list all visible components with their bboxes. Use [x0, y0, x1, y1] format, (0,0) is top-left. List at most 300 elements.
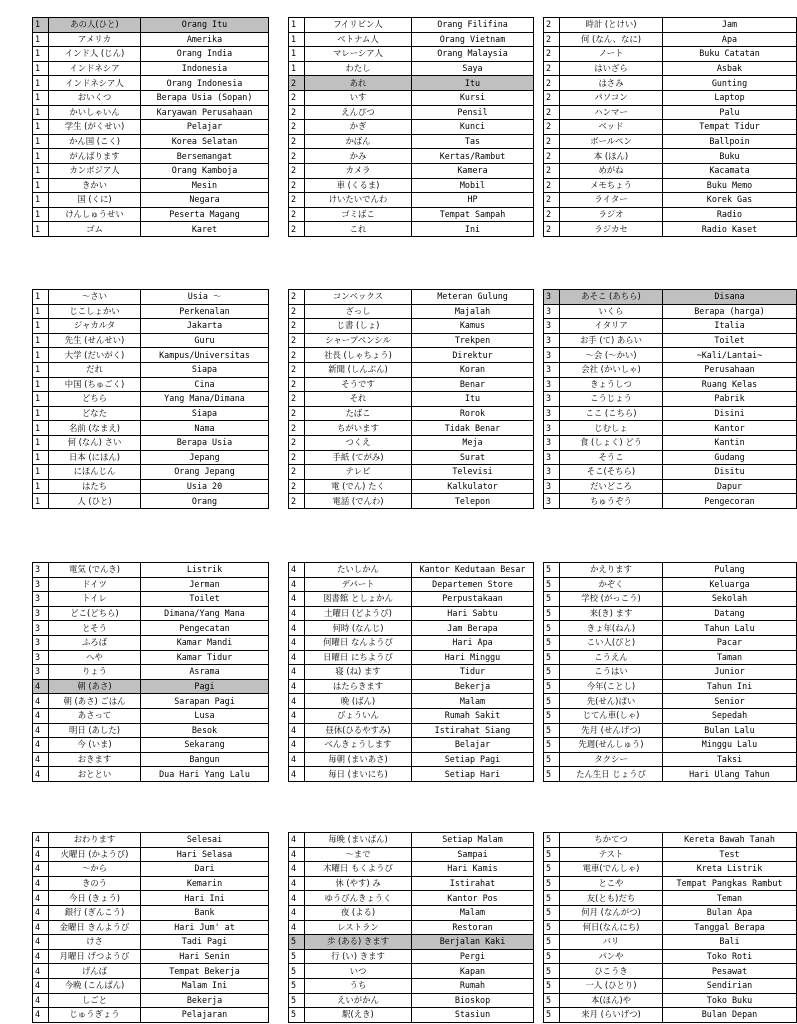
translation-cell: Telepon [412, 494, 534, 509]
lesson-number-cell: 5 [544, 563, 560, 578]
translation-cell: Tadi Pagi [141, 935, 269, 950]
japanese-term-cell: 今晩 (こんばん) [49, 978, 141, 993]
table-row [33, 592, 269, 607]
japanese-term-cell: はたらきます [305, 679, 412, 694]
table-row [33, 362, 269, 377]
table-row [544, 752, 797, 767]
translation-cell: Mobil [412, 178, 534, 193]
table-row [544, 862, 797, 877]
lesson-number-cell: 5 [544, 708, 560, 723]
translation-cell: Pensil [412, 105, 534, 120]
japanese-term-cell: はさみ [560, 76, 663, 91]
table-row [289, 993, 534, 1008]
japanese-term-cell: カメラ [305, 163, 412, 178]
table-row [544, 406, 797, 421]
table-row-highlighted [33, 18, 269, 33]
japanese-term-cell: 何 (なん) さい [49, 435, 141, 450]
table-row [289, 891, 534, 906]
table-row [33, 752, 269, 767]
translation-cell: Karyawan Perusahaan [141, 105, 269, 120]
japanese-term-cell: 金曜日 きんようび [49, 920, 141, 935]
japanese-term-cell: アメリカ [49, 32, 141, 47]
japanese-term-cell: かみ [305, 149, 412, 164]
japanese-term-cell: 中国 (ちゅごく) [49, 377, 141, 392]
translation-cell: Kantor Kedutaan Besar [412, 563, 534, 578]
translation-cell: Buku Catatan [663, 47, 797, 62]
translation-cell: Hari Apa [412, 635, 534, 650]
japanese-term-cell: たいしかん [305, 563, 412, 578]
lesson-number-cell: 5 [544, 767, 560, 782]
table-row [289, 833, 534, 848]
table-row [33, 421, 269, 436]
japanese-term-cell: 人 (ひと) [49, 494, 141, 509]
translation-cell: Sepedah [663, 708, 797, 723]
translation-cell: Berapa Usia (Sopan) [141, 90, 269, 105]
translation-cell: Jakarta [141, 319, 269, 334]
lesson-number-cell: 3 [33, 606, 49, 621]
japanese-term-cell: あさって [49, 708, 141, 723]
japanese-term-cell: ベトナム人 [305, 32, 412, 47]
translation-cell: Ruang Kelas [663, 377, 797, 392]
lesson-number-cell: 4 [289, 905, 305, 920]
translation-cell: Tahun Lalu [663, 621, 797, 636]
translation-cell: ~Kali/Lantai~ [663, 348, 797, 363]
japanese-term-cell: 明日 (あした) [49, 723, 141, 738]
table-row [33, 935, 269, 950]
translation-cell: Kursi [412, 90, 534, 105]
lesson-number-cell: 1 [33, 149, 49, 164]
translation-cell: Datang [663, 606, 797, 621]
lesson-number-cell: 4 [33, 679, 49, 694]
table-row [33, 833, 269, 848]
table-row [289, 964, 534, 979]
translation-cell: Korek Gas [663, 193, 797, 208]
translation-cell: Bulan Lalu [663, 723, 797, 738]
translation-cell: Bank [141, 905, 269, 920]
lesson-number-cell: 5 [289, 993, 305, 1008]
lesson-number-cell: 2 [544, 193, 560, 208]
japanese-term-cell: そうです [305, 377, 412, 392]
lesson-number-cell: 4 [289, 635, 305, 650]
vocab-table [288, 562, 534, 782]
japanese-term-cell: わたし [305, 61, 412, 76]
translation-cell: Pabrik [663, 392, 797, 407]
table-row [544, 949, 797, 964]
translation-cell: Jam [663, 18, 797, 33]
lesson-number-cell: 3 [544, 465, 560, 480]
lesson-number-cell: 5 [289, 978, 305, 993]
translation-cell: Belajar [412, 738, 534, 753]
translation-cell: Radio Kaset [663, 222, 797, 237]
japanese-term-cell: いくら [560, 304, 663, 319]
japanese-term-cell: そこ(そちら) [560, 465, 663, 480]
japanese-term-cell: 何日(なんにち) [560, 920, 663, 935]
japanese-term-cell: りょう [49, 665, 141, 680]
lesson-number-cell: 2 [544, 32, 560, 47]
japanese-term-cell: つくえ [305, 435, 412, 450]
translation-cell: Trekpen [412, 333, 534, 348]
japanese-term-cell: じ書 (しょ) [305, 319, 412, 334]
lesson-number-cell: 1 [289, 18, 305, 33]
translation-cell: Pacar [663, 635, 797, 650]
table-row [33, 207, 269, 222]
japanese-term-cell: バリ [560, 935, 663, 950]
translation-cell: Tidur [412, 665, 534, 680]
translation-cell: Kemarin [141, 876, 269, 891]
translation-cell: Meja [412, 435, 534, 450]
lesson-number-cell: 3 [544, 450, 560, 465]
translation-cell: Gudang [663, 450, 797, 465]
lesson-number-cell: 1 [33, 76, 49, 91]
translation-cell: Pengecatan [141, 621, 269, 636]
translation-cell: Yang Mana/Dimana [141, 392, 269, 407]
table-row [33, 222, 269, 237]
table-row [33, 876, 269, 891]
translation-cell: Pulang [663, 563, 797, 578]
table-row [544, 635, 797, 650]
japanese-term-cell: これ [305, 222, 412, 237]
table-row [289, 577, 534, 592]
translation-cell: Besok [141, 723, 269, 738]
lesson-number-cell: 1 [33, 105, 49, 120]
japanese-term-cell: 行 (い) きます [305, 949, 412, 964]
table-row [289, 406, 534, 421]
lesson-number-cell: 4 [289, 650, 305, 665]
vocab-table [543, 289, 797, 509]
lesson-number-cell: 2 [544, 222, 560, 237]
japanese-term-cell: 昼休(ひるやすみ) [305, 723, 412, 738]
lesson-number-cell: 4 [33, 920, 49, 935]
japanese-term-cell: 手紙 (てがみ) [305, 450, 412, 465]
japanese-term-cell: お手 (て) あらい [560, 333, 663, 348]
translation-cell: Malam [412, 694, 534, 709]
japanese-term-cell: びょういん [305, 708, 412, 723]
lesson-number-cell: 4 [33, 694, 49, 709]
translation-cell: Toilet [141, 592, 269, 607]
table-row [289, 450, 534, 465]
japanese-term-cell: 時計 (とけい) [560, 18, 663, 33]
table-row [33, 635, 269, 650]
translation-cell: Kamar Mandi [141, 635, 269, 650]
lesson-number-cell: 4 [33, 978, 49, 993]
translation-cell: Bulan Depan [663, 1008, 797, 1023]
japanese-term-cell: トイレ [49, 592, 141, 607]
lesson-number-cell: 5 [544, 935, 560, 950]
lesson-number-cell: 2 [289, 333, 305, 348]
translation-cell: Korea Selatan [141, 134, 269, 149]
table-row [544, 847, 797, 862]
translation-cell: Ballpoin [663, 134, 797, 149]
japanese-term-cell: 先(せん)ぱい [560, 694, 663, 709]
translation-cell: Pesawat [663, 964, 797, 979]
japanese-term-cell: イタリア [560, 319, 663, 334]
table-row [33, 348, 269, 363]
translation-cell: Siapa [141, 362, 269, 377]
lesson-number-cell: 4 [289, 920, 305, 935]
japanese-term-cell: 月曜日 げつようび [49, 949, 141, 964]
japanese-term-cell: きょ年(ねん) [560, 621, 663, 636]
japanese-term-cell: とこや [560, 876, 663, 891]
translation-cell: Dua Hari Yang Lalu [141, 767, 269, 782]
translation-cell: Jam Berapa [412, 621, 534, 636]
lesson-number-cell: 4 [289, 694, 305, 709]
lesson-number-cell: 4 [33, 891, 49, 906]
translation-cell: Setiap Pagi [412, 752, 534, 767]
japanese-term-cell: 寝 (ね) ます [305, 665, 412, 680]
lesson-number-cell: 5 [544, 949, 560, 964]
translation-cell: Tempat Sampah [412, 207, 534, 222]
japanese-term-cell: 名前 (なまえ) [49, 421, 141, 436]
table-row [544, 494, 797, 509]
table-row [289, 90, 534, 105]
japanese-term-cell: うち [305, 978, 412, 993]
translation-cell: Nama [141, 421, 269, 436]
japanese-term-cell: げんば [49, 964, 141, 979]
table-row [33, 304, 269, 319]
table-row [544, 76, 797, 91]
lesson-number-cell: 1 [33, 304, 49, 319]
lesson-number-cell: 2 [289, 178, 305, 193]
lesson-number-cell: 4 [289, 752, 305, 767]
translation-cell: Perkenalan [141, 304, 269, 319]
lesson-number-cell: 4 [33, 847, 49, 862]
table-row [544, 32, 797, 47]
translation-cell: Jerman [141, 577, 269, 592]
translation-cell: Minggu Lalu [663, 738, 797, 753]
lesson-number-cell: 3 [544, 494, 560, 509]
lesson-number-cell: 4 [289, 679, 305, 694]
table-row-highlighted [289, 935, 534, 950]
table-row [544, 665, 797, 680]
translation-cell: Sampai [412, 847, 534, 862]
japanese-term-cell: 毎日 (まいにち) [305, 767, 412, 782]
translation-cell: Tanggal Berapa [663, 920, 797, 935]
lesson-number-cell: 4 [289, 833, 305, 848]
table-row [33, 61, 269, 76]
translation-cell: Sarapan Pagi [141, 694, 269, 709]
table-row [544, 833, 797, 848]
vocab-table [288, 289, 534, 509]
lesson-number-cell: 2 [289, 494, 305, 509]
lesson-number-cell: 1 [33, 406, 49, 421]
japanese-term-cell: インド人 (じん) [49, 47, 141, 62]
translation-cell: Negara [141, 193, 269, 208]
table-row [33, 494, 269, 509]
table-row [289, 708, 534, 723]
table-row [289, 134, 534, 149]
japanese-term-cell: 本(ほん)や [560, 993, 663, 1008]
translation-cell: Bali [663, 935, 797, 950]
lesson-number-cell: 5 [289, 949, 305, 964]
table-row [33, 708, 269, 723]
translation-cell: Itu [412, 392, 534, 407]
lesson-number-cell: 3 [33, 650, 49, 665]
japanese-term-cell: ハンマー [560, 105, 663, 120]
lesson-number-cell: 4 [289, 621, 305, 636]
lesson-number-cell: 2 [289, 222, 305, 237]
japanese-term-cell: おわります [49, 833, 141, 848]
japanese-term-cell: めがね [560, 163, 663, 178]
translation-cell: Tempat Tidur [663, 120, 797, 135]
japanese-term-cell: ジャカルタ [49, 319, 141, 334]
lesson-number-cell: 2 [289, 163, 305, 178]
table-row [289, 978, 534, 993]
japanese-term-cell: カンボジア人 [49, 163, 141, 178]
lesson-number-cell: 4 [289, 891, 305, 906]
lesson-number-cell: 3 [544, 479, 560, 494]
japanese-term-cell: だいどころ [560, 479, 663, 494]
lesson-number-cell: 4 [289, 563, 305, 578]
japanese-term-cell: ゆうびんきょうく [305, 891, 412, 906]
lesson-number-cell: 3 [544, 319, 560, 334]
translation-cell: Bulan Apa [663, 905, 797, 920]
table-row [544, 694, 797, 709]
translation-cell: Pergi [412, 949, 534, 964]
lesson-number-cell: 2 [289, 304, 305, 319]
japanese-term-cell: かぎ [305, 120, 412, 135]
japanese-term-cell: コンベックス [305, 290, 412, 305]
translation-cell: Disini [663, 406, 797, 421]
translation-cell: Tahun Ini [663, 679, 797, 694]
table-row [544, 18, 797, 33]
translation-cell: Kantin [663, 435, 797, 450]
lesson-number-cell: 2 [289, 406, 305, 421]
lesson-number-cell: 5 [544, 679, 560, 694]
japanese-term-cell: 木曜日 もくようび [305, 862, 412, 877]
lesson-number-cell: 2 [289, 465, 305, 480]
japanese-term-cell: ふろば [49, 635, 141, 650]
translation-cell: Kamar Tidur [141, 650, 269, 665]
table-row [289, 290, 534, 305]
translation-cell: Kantor Pos [412, 891, 534, 906]
lesson-number-cell: 4 [289, 876, 305, 891]
table-row [544, 577, 797, 592]
table-row [289, 435, 534, 450]
translation-cell: Toko Roti [663, 949, 797, 964]
japanese-term-cell: 電 (でん) たく [305, 479, 412, 494]
lesson-number-cell: 1 [33, 120, 49, 135]
table-row [544, 120, 797, 135]
lesson-number-cell: 2 [289, 319, 305, 334]
japanese-term-cell: いつ [305, 964, 412, 979]
translation-cell: Sekarang [141, 738, 269, 753]
table-row [289, 949, 534, 964]
table-row-highlighted [544, 290, 797, 305]
japanese-term-cell: あの人(ひと) [49, 18, 141, 33]
table-row [544, 333, 797, 348]
translation-cell: Kereta Bawah Tanah [663, 833, 797, 848]
translation-cell: Asrama [141, 665, 269, 680]
japanese-term-cell: おいくつ [49, 90, 141, 105]
table-row [544, 738, 797, 753]
lesson-number-cell: 5 [544, 752, 560, 767]
japanese-term-cell: ラジオ [560, 207, 663, 222]
translation-cell: Berapa (harga) [663, 304, 797, 319]
table-row [33, 847, 269, 862]
table-row [289, 319, 534, 334]
table-row [33, 621, 269, 636]
table-row [544, 563, 797, 578]
translation-cell: Jepang [141, 450, 269, 465]
translation-cell: Toko Buku [663, 993, 797, 1008]
japanese-term-cell: きょうしつ [560, 377, 663, 392]
translation-cell: Direktur [412, 348, 534, 363]
japanese-term-cell: けんしゅうせい [49, 207, 141, 222]
japanese-term-cell: メモちょう [560, 178, 663, 193]
japanese-term-cell: 今年(ことし) [560, 679, 663, 694]
japanese-term-cell: あれ [305, 76, 412, 91]
lesson-number-cell: 2 [289, 290, 305, 305]
table-row [544, 993, 797, 1008]
table-row [289, 494, 534, 509]
lesson-number-cell: 4 [33, 993, 49, 1008]
lesson-number-cell: 4 [33, 935, 49, 950]
lesson-number-cell: 5 [544, 1008, 560, 1023]
table-row [289, 847, 534, 862]
translation-cell: Hari Jum' at [141, 920, 269, 935]
lesson-number-cell: 2 [544, 207, 560, 222]
translation-cell: Siapa [141, 406, 269, 421]
table-row [544, 163, 797, 178]
japanese-term-cell: 毎晩 (まいばん) [305, 833, 412, 848]
lesson-number-cell: 1 [33, 319, 49, 334]
translation-cell: Istirahat [412, 876, 534, 891]
lesson-number-cell: 5 [544, 621, 560, 636]
table-row [289, 120, 534, 135]
table-row [289, 465, 534, 480]
table-row [33, 90, 269, 105]
translation-cell: Disana [663, 290, 797, 305]
lesson-number-cell: 1 [33, 222, 49, 237]
table-row [289, 421, 534, 436]
japanese-term-cell: 学校 (がっこう) [560, 592, 663, 607]
japanese-term-cell: 休 (やす) み [305, 876, 412, 891]
japanese-term-cell: 来(き) ます [560, 606, 663, 621]
japanese-term-cell: ノート [560, 47, 663, 62]
japanese-term-cell: 食 (しょく) どう [560, 435, 663, 450]
japanese-term-cell: 火曜日 (かようび) [49, 847, 141, 862]
japanese-term-cell: 大学 (だいがく) [49, 348, 141, 363]
table-row [544, 606, 797, 621]
table-row [544, 679, 797, 694]
lesson-number-cell: 3 [33, 621, 49, 636]
translation-cell: Malam Ini [141, 978, 269, 993]
translation-cell: Tas [412, 134, 534, 149]
japanese-term-cell: ここ (こちら) [560, 406, 663, 421]
japanese-term-cell: 図書館 としょかん [305, 592, 412, 607]
japanese-term-cell: じてん車(しゃ) [560, 708, 663, 723]
table-row [33, 905, 269, 920]
japanese-term-cell: ラジカセ [560, 222, 663, 237]
japanese-term-cell: 電車(でんしゃ) [560, 862, 663, 877]
japanese-term-cell: パンや [560, 949, 663, 964]
table-row [33, 333, 269, 348]
translation-cell: Stasiun [412, 1008, 534, 1023]
lesson-number-cell: 3 [544, 392, 560, 407]
japanese-term-cell: テスト [560, 847, 663, 862]
japanese-term-cell: けさ [49, 935, 141, 950]
table-row [544, 465, 797, 480]
table-row [289, 18, 534, 33]
translation-cell: Hari Selasa [141, 847, 269, 862]
table-row [544, 222, 797, 237]
lesson-number-cell: 2 [544, 178, 560, 193]
table-row [544, 61, 797, 76]
translation-cell: Benar [412, 377, 534, 392]
table-row [289, 479, 534, 494]
translation-cell: Bangun [141, 752, 269, 767]
japanese-term-cell: こい人(びと) [560, 635, 663, 650]
